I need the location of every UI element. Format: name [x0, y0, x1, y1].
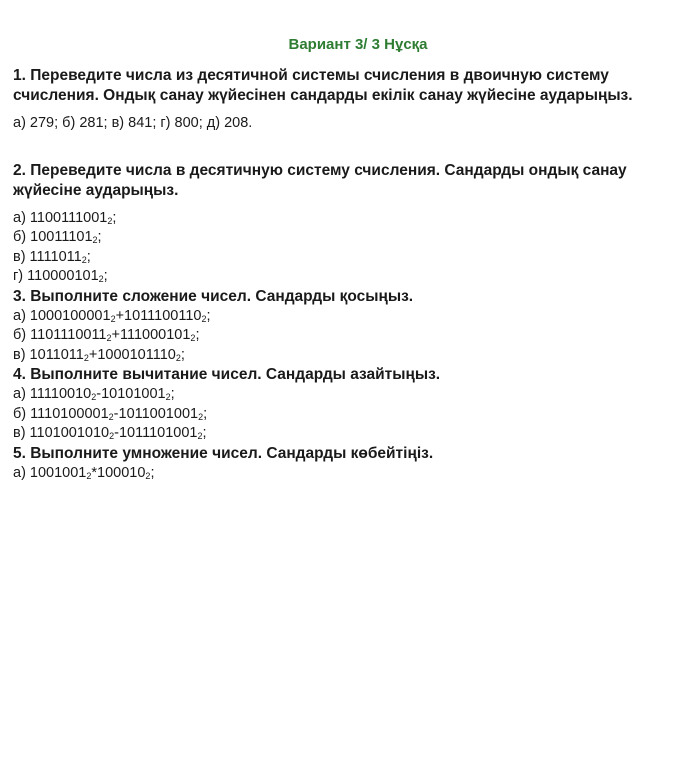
question-2-item-c: в) $1111011_2$; [13, 248, 91, 265]
question-5-item-a: а) $1001001_2*100010_2$; [13, 464, 155, 481]
question-1-heading: 1. Переведите числа из десятичной системы счисления в двоичную систему счисления. Ондық санау жүйесінен сандарды екілік санау жүйесіне аударыңыз. [13, 67, 633, 104]
question-4-item-a: а) $11110010_2-10101001_2$; [13, 386, 175, 402]
question-4-item-c: в) $1101001010_2-1011101001_2$; [13, 425, 207, 441]
worksheet [13, 36, 683, 483]
question-2-heading: 2. Переведите числа в десятичную систему счисления. Сандарды ондық санау жүйесіне аударыңыз. [13, 161, 627, 199]
variant-title: Вариант 3/ 3 Нұсқа [288, 36, 428, 53]
question-3-item-c: в) $1011011_2+1000101110_2$; [13, 346, 185, 363]
question-3-item-a: а) $1000100001_2+1011100110_2$; [13, 307, 211, 324]
question-3-heading: 3. Выполните сложение чисел. Сандарды қосыңыз. [13, 287, 414, 305]
question-5-heading: 5. Выполните умножение чисел. Сандарды көбейтіңіз. [13, 444, 434, 462]
question-2-item-a: а) $1100111001_2$; [13, 209, 117, 226]
question-1-items: а) 279; б) 281; в) 841; г) 800; д) 208. [13, 115, 253, 131]
question-4-item-b: б) $1110100001_2-1011001001_2$; [13, 405, 208, 422]
question-2-item-d: г) $110000101_2$; [13, 268, 108, 284]
question-3-item-b: б) $1101110011_2+111000101_2$; [13, 327, 200, 343]
question-2-item-b: б) $10011101_2$; [13, 229, 102, 245]
question-4-heading: 4. Выполните вычитание чисел. Сандарды азайтыңыз. [13, 366, 441, 383]
